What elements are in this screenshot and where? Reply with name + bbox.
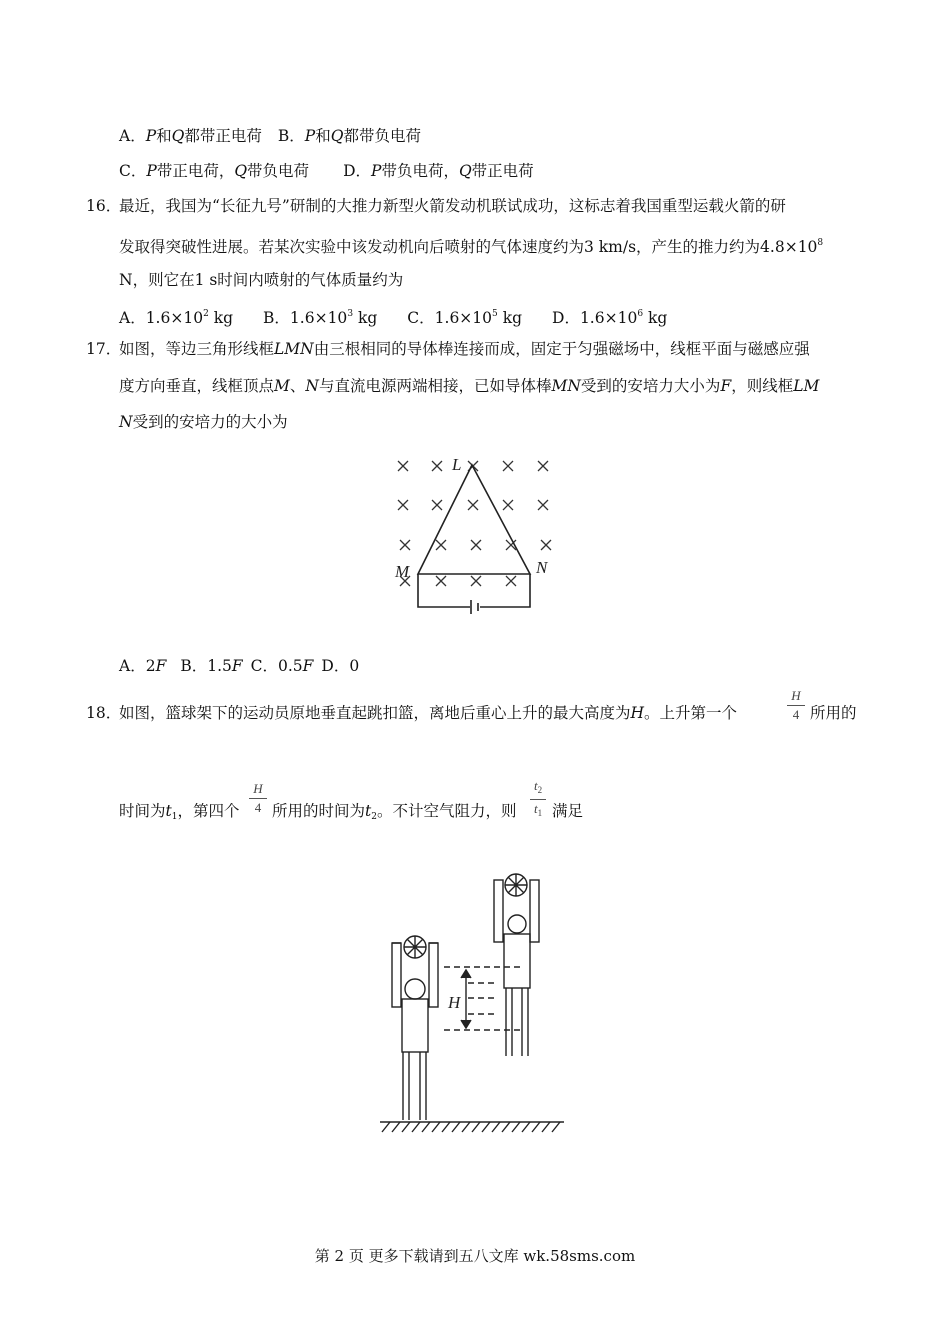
q18-jump-figure	[372, 866, 572, 1136]
fraction-t2-over-t1: $t_2$ $t_1$	[530, 778, 546, 821]
fraction-h-over-4-a: H 4	[787, 688, 805, 723]
page-footer: 第 2 页 更多下载请到五八文库 wk.58sms.com	[314, 1247, 636, 1265]
q17-answers: A．2F B．1.5F C．0.5F D．0	[119, 657, 360, 675]
height-arrow	[461, 970, 471, 1028]
q16-options: A．$1.6\times 10^2$ kg B．$1.6\times 10^3$ kg C．$1.6\times 10^5$ kg D．$1.6\times 10^6$ kg	[119, 309, 668, 327]
ground	[380, 1122, 564, 1132]
label-l: L	[452, 455, 462, 474]
q17-number: 17．	[86, 340, 122, 358]
q16-line-3: N，则它在1 s时间内喷射的气体质量约为	[119, 271, 404, 289]
q18-line-1-end: 所用的	[810, 704, 857, 722]
q17-line-2: 度方向垂直，线框顶点M、N与直流电源两端相接，已如导体棒MN受到的安培力大小为F，则线框LM	[119, 377, 820, 395]
label-m: M	[395, 562, 410, 581]
q15-option-row-cd: C．P带正电荷，Q带负电荷 D．P带负电荷，Q带正电荷	[119, 162, 534, 180]
label-n: N	[536, 558, 548, 577]
height-label-h: H	[448, 993, 461, 1012]
q15-option-row-ab: A．P和Q都带正电荷 B．P和Q都带负电荷	[119, 127, 421, 145]
q17-triangle-figure	[388, 450, 563, 620]
q18-line-2-mid: 所用的时间为$t_2$。不计空气阻力，则	[272, 802, 517, 822]
player-standing	[392, 936, 438, 1120]
q16-line-2: 发取得突破性进展。若某次实验中该发动机向后喷射的气体速度约为3 km/s，产生的推力约为$4.8\times 10^8$	[119, 238, 824, 256]
q18-number: 18．	[86, 704, 122, 722]
q18-line-2: 时间为$t_1$，第四个	[119, 802, 240, 822]
triangle-frame-lmn	[418, 465, 530, 574]
q16-number: 16．	[86, 197, 122, 215]
power-supply-circuit	[418, 574, 530, 614]
q17-line-3: N受到的安培力的大小为	[119, 413, 288, 431]
q18-line-1: 如图，篮球架下的运动员原地垂直起跳扣篮，离地后重心上升的最大高度为H。上升第一个	[119, 704, 738, 722]
q17-line-1: 如图，等边三角形线框LMN由三根相同的导体棒连接而成，固定于匀强磁场中，线框平面与磁感应强	[119, 340, 810, 358]
q18-line-2-end: 满足	[552, 802, 584, 820]
q16-line-1: 最近，我国为“长征九号”研制的大推力新型火箭发动机联试成功，这标志着我国重型运载火箭的研	[119, 197, 786, 215]
fraction-h-over-4-b: H 4	[249, 781, 267, 816]
player-jumping	[494, 874, 539, 1056]
